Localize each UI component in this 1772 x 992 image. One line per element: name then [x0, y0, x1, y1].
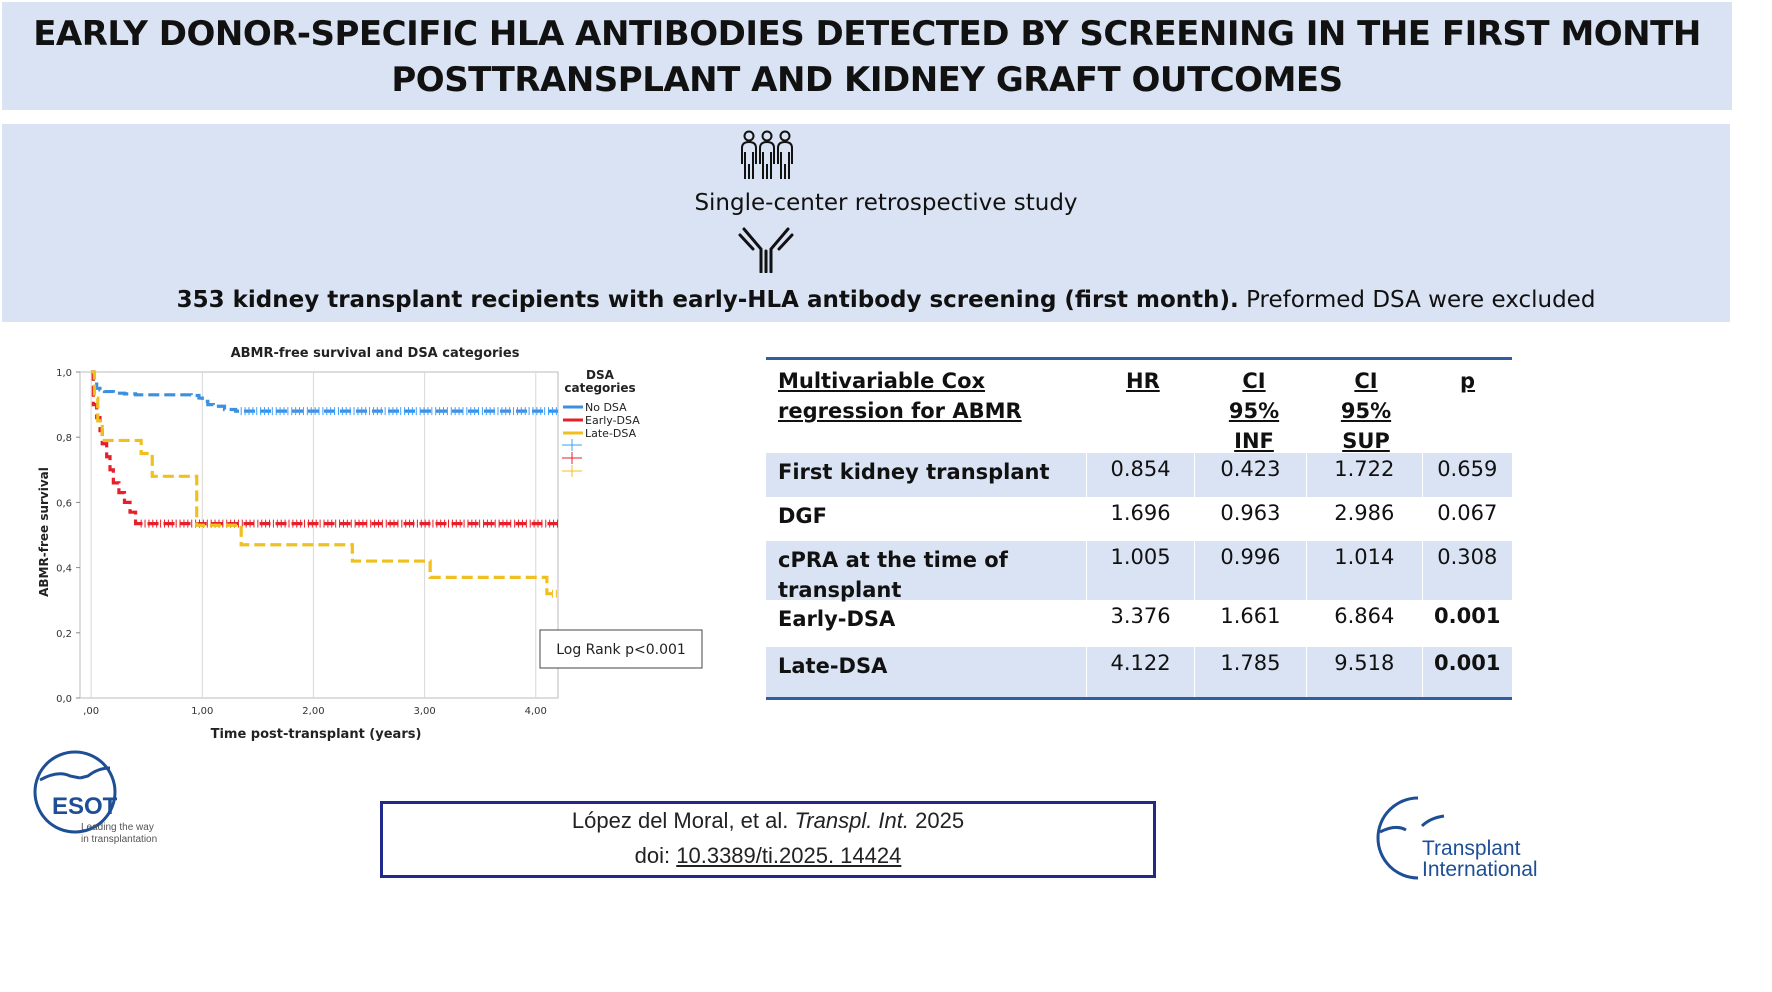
citation-doi: doi: 10.3389/ti.2025. 14424 — [634, 843, 902, 868]
survival-chart — [0, 334, 720, 753]
survival-chart-svg — [0, 334, 720, 749]
study-population-text — [0, 287, 1772, 313]
ti-logo-line-2: International — [1422, 858, 1538, 881]
chart-title: ABMR-free survival and DSA categories — [230, 346, 520, 361]
esot-tagline-2: in transplantation — [81, 834, 158, 845]
ti-logo-line-1: Transplant — [1422, 837, 1521, 860]
row-hr: 3.376 — [1086, 600, 1193, 647]
legend-label: Early-DSA — [585, 414, 640, 427]
x-tick-label: 3,00 — [413, 706, 436, 717]
x-axis-label: Time post-transplant (years) — [210, 727, 422, 742]
cox-regression-table — [766, 357, 1512, 700]
y-tick-label: 1,0 — [56, 368, 72, 379]
hands-icon — [1380, 816, 1444, 832]
header-ci-sup: CI 95% SUP — [1340, 369, 1392, 453]
header-p: p — [1460, 369, 1476, 393]
header-hr: HR — [1126, 369, 1160, 393]
esot-logo — [30, 748, 180, 848]
row-ci-inf: 1.661 — [1194, 600, 1306, 647]
legend-title-line-1: DSA — [586, 368, 614, 382]
antibody-icon — [738, 223, 794, 273]
row-hr: 1.696 — [1086, 497, 1193, 541]
x-tick-label: ,00 — [83, 706, 100, 717]
row-ci-sup: 6.864 — [1306, 600, 1421, 647]
population-bold: 353 kidney transplant recipients with early-HLA antibody screening (first month). — [176, 287, 1239, 313]
esot-tagline-1: Leading the way — [81, 822, 154, 833]
y-tick-label: 0,6 — [56, 498, 72, 510]
row-ci-sup: 1.722 — [1306, 453, 1421, 497]
hands-icon — [40, 768, 110, 780]
header-variable: Multivariable Cox regression for ABMR — [778, 369, 1022, 423]
y-tick-label: 0,2 — [56, 628, 72, 640]
row-ci-inf: 1.785 — [1194, 647, 1306, 697]
y-axis-label: ABMR-free survival — [37, 467, 51, 597]
row-ci-inf: 0.996 — [1194, 541, 1306, 600]
citation-journal: Transpl. Int. — [794, 808, 910, 833]
row-ci-sup: 1.014 — [1306, 541, 1421, 600]
row-p: 0.659 — [1422, 453, 1513, 497]
legend-label: No DSA — [585, 401, 627, 414]
row-hr: 4.122 — [1086, 647, 1193, 697]
people-group-icon — [738, 130, 796, 182]
ti-logo-arc — [1378, 798, 1418, 878]
row-p: 0.001 — [1422, 647, 1513, 697]
row-hr: 0.854 — [1086, 453, 1193, 497]
table-row — [766, 453, 1512, 497]
table-row — [766, 600, 1512, 647]
row-ci-inf: 0.423 — [1194, 453, 1306, 497]
y-tick-label: 0,0 — [56, 694, 72, 705]
y-tick-label: 0,4 — [56, 563, 72, 575]
title-banner — [2, 2, 1732, 110]
citation-authors: López del Moral, et al. Transpl. Int. 2025 — [571, 808, 965, 833]
log-rank-annotation — [540, 630, 702, 668]
header-ci-inf: CI 95% INF — [1228, 369, 1280, 453]
row-variable: Early-DSA — [778, 607, 896, 631]
table-row — [766, 497, 1512, 541]
row-p: 0.067 — [1422, 497, 1513, 541]
row-ci-sup: 2.986 — [1306, 497, 1421, 541]
page-title-line-1: EARLY DONOR-SPECIFIC HLA ANTIBODIES DETECTED BY SCREENING IN THE FIRST MONTH — [33, 14, 1701, 54]
row-ci-sup: 9.518 — [1306, 647, 1421, 697]
row-variable: Late-DSA — [778, 654, 888, 678]
row-variable: DGF — [778, 504, 828, 528]
row-variable: First kidney transplant — [778, 460, 1050, 484]
legend-title-line-2: categories — [564, 381, 636, 395]
table-header — [766, 360, 1512, 453]
esot-logo-name: ESOT — [52, 793, 118, 820]
row-p: 0.308 — [1422, 541, 1513, 600]
study-design-text: Single-center retrospective study — [694, 190, 1078, 216]
x-tick-label: 1,00 — [191, 706, 214, 717]
row-hr: 1.005 — [1086, 541, 1193, 600]
page-title-line-2: POSTTRANSPLANT AND KIDNEY GRAFT OUTCOMES — [391, 60, 1343, 100]
table-row — [766, 647, 1512, 697]
row-ci-inf: 0.963 — [1194, 497, 1306, 541]
x-tick-label: 4,00 — [524, 706, 547, 717]
transplant-international-logo — [1374, 792, 1570, 884]
table-row — [766, 541, 1512, 600]
plot-area — [80, 372, 558, 698]
legend-label: Late-DSA — [585, 427, 637, 440]
x-tick-label: 2,00 — [302, 706, 325, 717]
population-rest: Preformed DSA were excluded — [1238, 287, 1596, 313]
row-variable: cPRA at the time of transplant — [778, 548, 1008, 602]
y-tick-label: 0,8 — [56, 433, 72, 445]
doi-link[interactable]: 10.3389/ti.2025. 14424 — [676, 843, 902, 868]
row-p: 0.001 — [1422, 600, 1513, 647]
log-rank-text: Log Rank p<0.001 — [556, 642, 686, 658]
esot-logo-ring — [35, 752, 115, 832]
citation-box — [380, 801, 1156, 878]
